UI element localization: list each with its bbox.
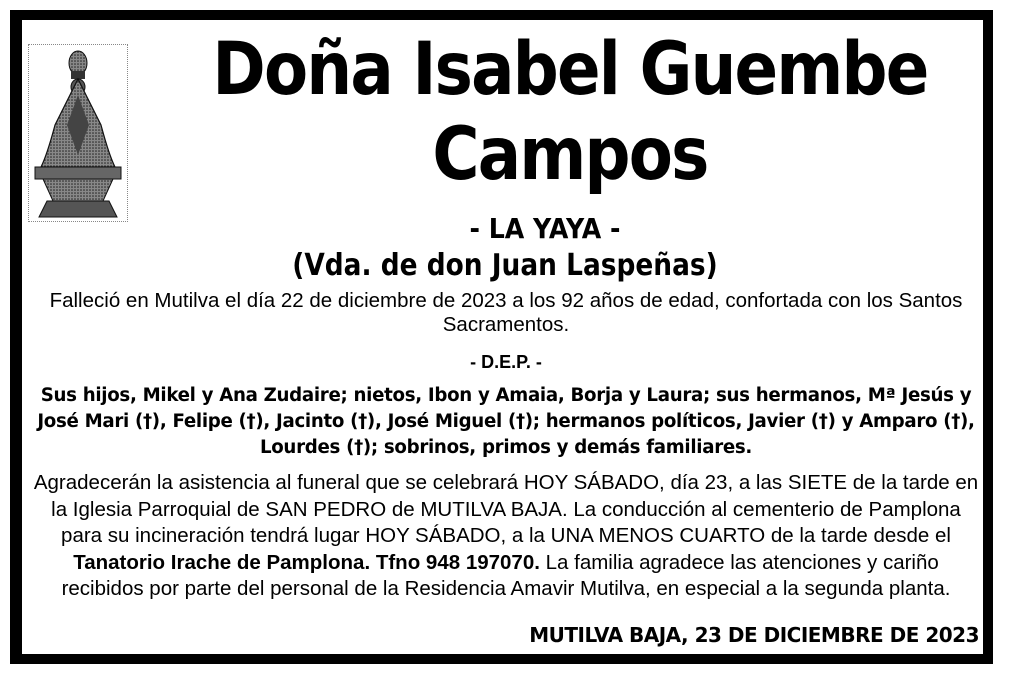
family-list: Sus hijos, Mikel y Ana Zudaire; nietos, Ibon y Amaia, Borja y Laura; sus hermanos, Mª Jesús y José Mari (†), Felipe (†), Jacinto (†), José Miguel (†); hermanos políticos, Javier (†) y Amparo (†), Lourdes (†); sobrinos, primos y demás familiares. [37,385,975,458]
funeral-text-part1: Agradecerán la asistencia al funeral que se celebrará HOY SÁBADO, día 23, a las SIETE de la tarde en la Iglesia Parroquial de SAN PEDRO de MUTILVA BAJA. La conducción al cementerio de Pamplona para su incineración tendrá lugar HOY SÁBADO, a la UNA MENOS CUARTO de la tarde desde el [33,471,979,547]
funeral-text-part2: La familia agradece las atenciones y cariño recibidos por parte del personal de la Residencia Amavir Mutilva, en especial a la segunda planta. [61,550,951,600]
deceased-name-line2: Campos [432,112,708,197]
dep-label: - D.E.P. - [470,352,542,372]
funeral-bold-text: Tanatorio Irache de Pamplona. Tfno 948 197070. [73,550,540,574]
nickname: - LA YAYA - [469,212,621,245]
virgin-statue-icon [28,44,128,222]
funeral-info [30,470,982,603]
death-notice: Falleció en Mutilva el día 22 de diciembre de 2023 a los 92 años de edad, confortada con los Santos Sacramentos. [49,289,963,336]
place-date: MUTILVA BAJA, 23 DE DICIEMBRE DE 2023 [529,623,979,647]
widow-of: (Vda. de don Juan Laspeñas) [292,248,718,283]
deceased-name-line1: Doña Isabel Guembe [212,27,928,112]
